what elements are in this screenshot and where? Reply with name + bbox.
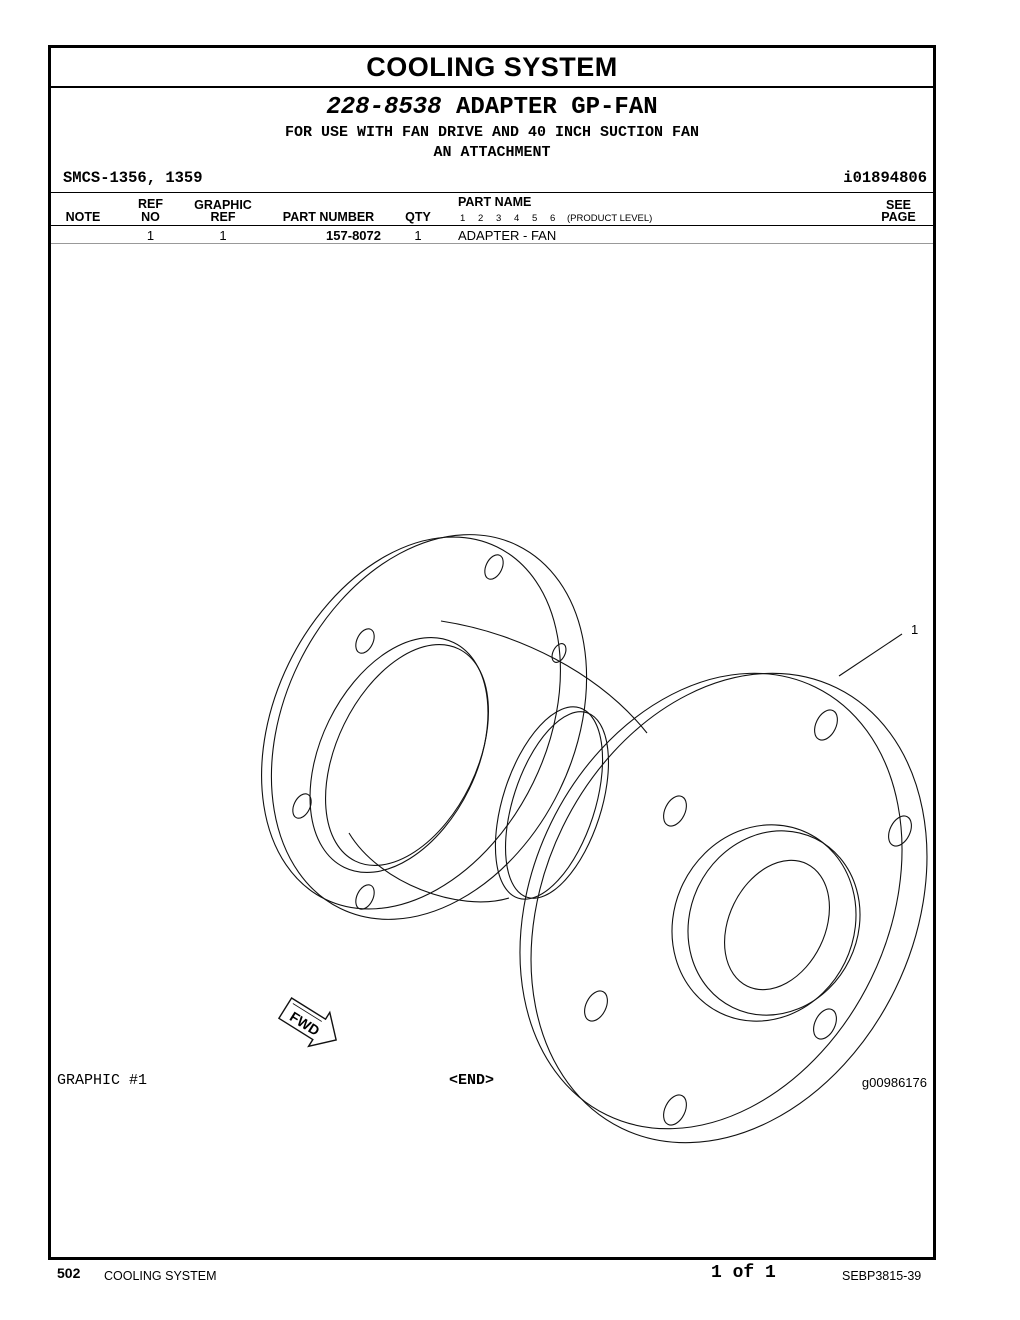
col-graphic-top: GRAPHIC (194, 198, 252, 212)
body-cylinder (349, 621, 647, 912)
level-2: 2 (478, 213, 484, 224)
row-qty: 1 (414, 228, 422, 243)
col-part-name: PART NAME (458, 195, 532, 209)
footer-section: COOLING SYSTEM (104, 1269, 217, 1283)
level-5: 5 (532, 213, 538, 224)
level-1: 1 (460, 213, 466, 224)
col-qty: QTY (405, 210, 431, 224)
footer-page-of: 1 of 1 (711, 1263, 776, 1283)
group-subtitle-2: AN ATTACHMENT (433, 144, 551, 161)
end-marker: <END> (449, 1072, 495, 1089)
illustration-id: i01894806 (843, 169, 927, 187)
page-title: COOLING SYSTEM (366, 52, 618, 82)
level-4: 4 (514, 213, 520, 224)
smcs-codes: SMCS-1356, 1359 (63, 169, 203, 187)
col-ref-top: REF (138, 197, 163, 211)
col-part-number: PART NUMBER (282, 210, 375, 224)
footer-document: SEBP3815-39 (842, 1269, 922, 1283)
col-graphic-bottom: REF (210, 210, 236, 224)
group-name: ADAPTER GP-FAN (455, 94, 658, 121)
group-subtitle-1: FOR USE WITH FAN DRIVE AND 40 INCH SUCTION FAN (284, 124, 700, 141)
row-part-number[interactable]: 157-8072 (326, 228, 381, 243)
row-graphic-ref: 1 (219, 228, 227, 243)
callout-number: 1 (911, 622, 919, 637)
graphic-label: GRAPHIC #1 (57, 1072, 148, 1089)
col-note: NOTE (65, 210, 101, 224)
fwd-label: FWD (287, 1008, 323, 1039)
level-3: 3 (496, 213, 502, 224)
front-flange (447, 607, 933, 1210)
rear-flange (203, 482, 648, 972)
col-see-bottom: PAGE (881, 210, 916, 224)
footer-page-number: 502 (57, 1265, 81, 1281)
level-6: 6 (550, 213, 556, 224)
col-see-top: SEE (885, 198, 911, 212)
page-frame (48, 45, 936, 1260)
group-number: 228-8538 (326, 94, 442, 121)
callout-leader (839, 634, 902, 676)
row-ref-no: 1 (146, 228, 155, 243)
graphic-number: g00986176 (861, 1075, 927, 1090)
row-part-name: ADAPTER - FAN (458, 228, 557, 243)
col-ref-bottom: NO (141, 210, 160, 224)
product-level-label: (PRODUCT LEVEL) (567, 213, 653, 224)
